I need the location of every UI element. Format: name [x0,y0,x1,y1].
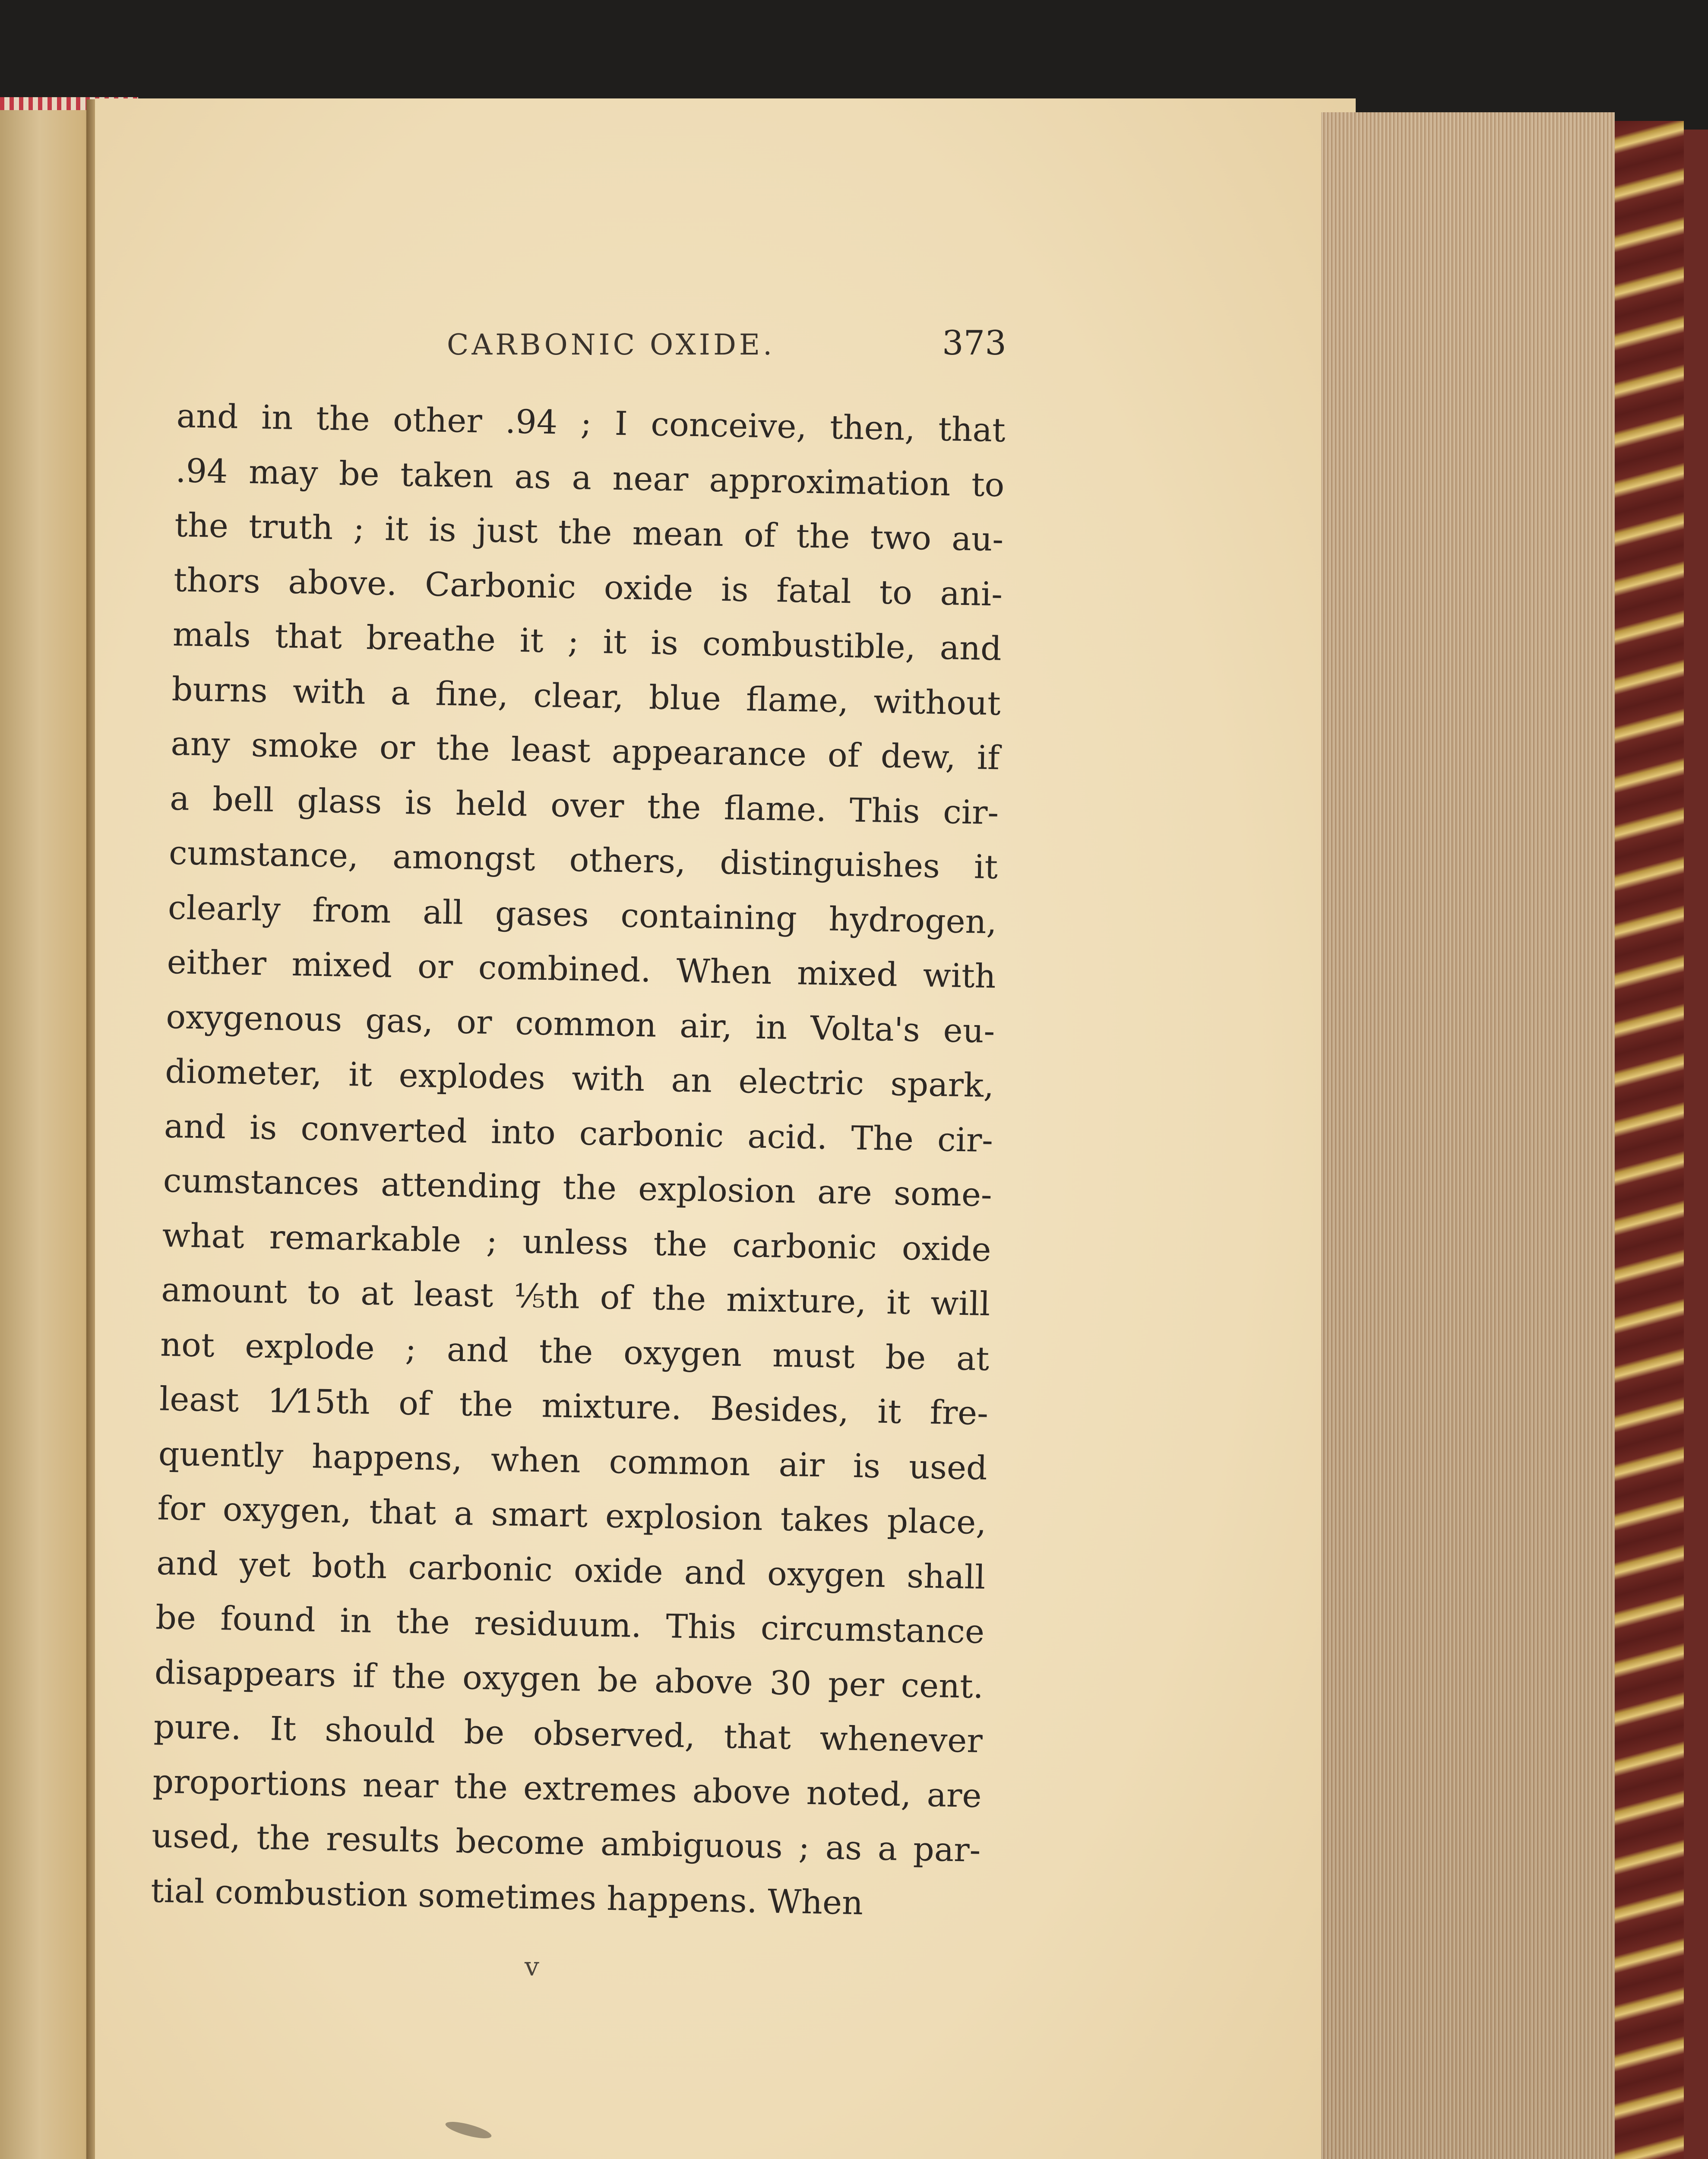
signature-mark: v [525,1952,539,1982]
text-line: diometer, it explodes with an electric spark, [164,1051,994,1105]
text-line: not explode ; and the oxygen must be at [160,1325,990,1378]
text-line: clearly from all gases containing hydrogen, [168,888,997,941]
left-page [0,104,99,2159]
text-line: quently happens, when common air is used [158,1434,988,1487]
text-line: cumstances attending the explosion are some- [163,1161,993,1214]
gilt-cover-border [1615,121,1684,2159]
text-line: used, the results become ambiguous ; as a par- [151,1816,981,1869]
text-line: either mixed or combined. When mixed with [167,942,996,996]
text-line: oxygenous gas, or common air, in Volta's eu- [165,997,996,1050]
text-line: burns with a fine, clear, blue flame, without [171,669,1001,722]
text-line: be found in the residuum. This circumstance [155,1598,985,1651]
text-line: least 1⁄15th of the mixture. Besides, it fre- [159,1379,989,1433]
text-line: thors above. Carbonic oxide is fatal to ani- [173,560,1003,613]
page-block-shade [1321,112,1615,2159]
page-number: 373 [942,324,1006,363]
text-line: mals that breathe it ; it is combustible, and [172,614,1002,668]
text-line: amount to at least ⅕th of the mixture, it will [161,1270,991,1323]
cover-board [1684,130,1708,2159]
text-line: tial combustion sometimes happens. When [150,1871,863,1922]
body-text [150,389,1006,1932]
text-line: for oxygen, that a smart explosion takes place, [157,1488,987,1542]
running-head: CARBONIC OXIDE. [447,328,775,361]
text-line: proportions near the extremes above noted, are [152,1762,982,1815]
text-line: .94 may be taken as a near approximation to [175,451,1005,504]
text-line: and in the other .94 ; I conceive, then, that [176,396,1006,450]
text-line: and is converted into carbonic acid. The cir- [164,1106,993,1159]
text-line: a bell glass is held over the flame. This cir- [169,779,999,832]
text-line: disappears if the oxygen be above 30 per cent. [154,1652,984,1706]
text-line: cumstance, amongst others, distinguishes it [168,833,998,886]
text-line: what remarkable ; unless the carbonic oxide [162,1216,992,1269]
text-line: and yet both carbonic oxide and oxygen shall [156,1543,986,1596]
text-line: the truth ; it is just the mean of the two au- [174,505,1004,559]
text-line: any smoke or the least appearance of dew, if [170,724,1000,777]
text-line: pure. It should be observed, that whenever [153,1707,983,1760]
